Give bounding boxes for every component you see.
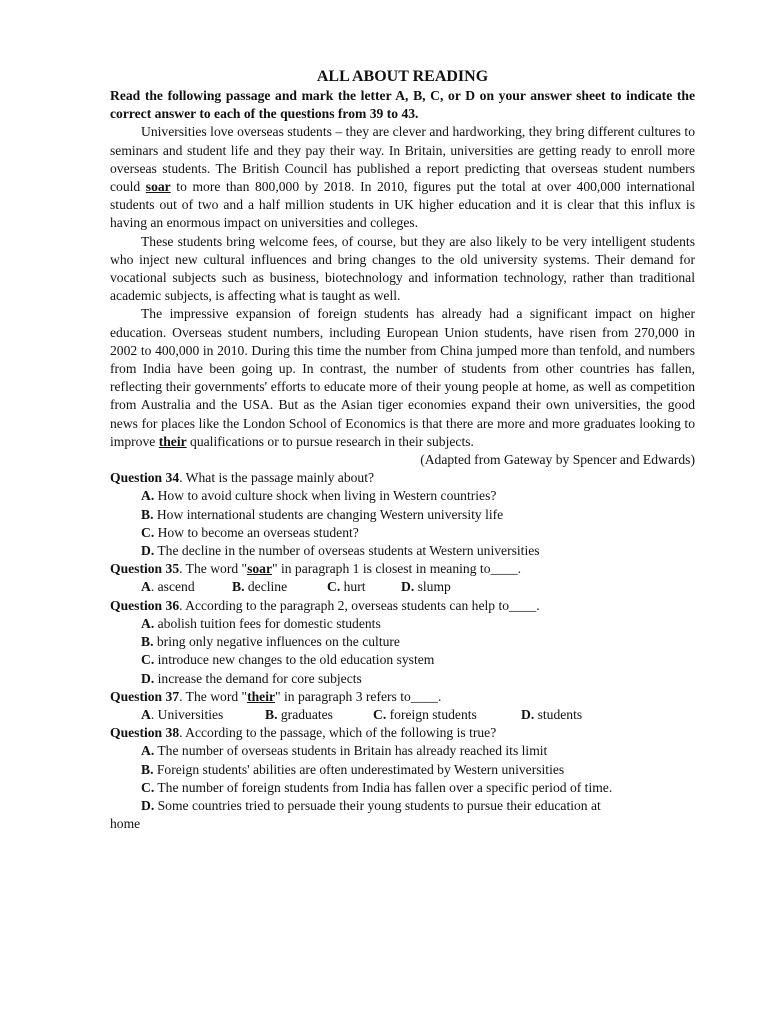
question-37-text-b: " in paragraph 3 refers to____.: [275, 688, 442, 704]
question-37-options: [141, 706, 695, 724]
option-letter: C.: [327, 579, 341, 595]
highlighted-word-soar: soar: [145, 179, 171, 195]
question-38-option-b[interactable]: [141, 761, 695, 779]
option-letter: A: [141, 579, 151, 595]
option-text: decline: [244, 579, 288, 595]
option-letter: A.: [141, 743, 155, 759]
passage-paragraph-1: [110, 123, 695, 232]
question-37-option-b[interactable]: [265, 706, 373, 724]
question-34-option-b[interactable]: [141, 506, 695, 524]
question-36-option-a[interactable]: [141, 615, 695, 633]
option-text: foreign students: [386, 706, 477, 722]
question-35-option-d[interactable]: [401, 578, 451, 596]
question-35-option-c[interactable]: [327, 578, 401, 596]
option-letter: B.: [141, 506, 154, 522]
option-letter: B.: [265, 706, 278, 722]
passage-paragraph-3: [110, 305, 695, 451]
question-36-text: . According to the paragraph 2, overseas students can help to____.: [179, 597, 540, 613]
option-text: graduates: [277, 706, 333, 722]
question-37-option-a[interactable]: [141, 706, 265, 724]
option-text: abolish tuition fees for domestic students: [154, 615, 381, 631]
question-38-text: . According to the passage, which of the following is true?: [179, 725, 497, 741]
question-36: [110, 597, 695, 615]
question-38: [110, 724, 695, 742]
page-title: ALL ABOUT READING: [316, 68, 489, 85]
question-34: [110, 469, 695, 487]
option-letter: A: [141, 706, 151, 722]
question-34-option-c[interactable]: [141, 524, 695, 542]
option-text: The decline in the number of overseas students at Western universities: [154, 543, 540, 559]
option-text: . ascend: [150, 579, 195, 595]
highlighted-word-their: their: [158, 433, 187, 449]
paragraph-1-text-a: Universities love overseas students – they are clever and hardworking, they bring different cultures to seminars and student life and they pay their way. In Britain, universities are getting ready to enroll more overseas students. The British Council has published a report predicting that overseas student numbers could: [110, 124, 695, 195]
paragraph-3-text-a: The impressive expansion of foreign students has already had a significant impact on higher education. Overseas student numbers, including European Union students, have risen from 270,000 in 2002 to 400,000 in 2010. During this time the number from China jumped more than tenfold, and numbers from India have been going up. In contrast, the number of students from other countries has fallen, reflecting their governments' efforts to educate more of their young people at home, as well as competition from Australia and the USA. But as the Asian tiger economies expand their own universities, the good news for places like the London School of Economics is that there are more and more graduates looking to improve: [110, 306, 695, 449]
option-letter: B.: [141, 634, 154, 650]
question-38-label: Question 38: [110, 725, 180, 741]
option-text: . Universities: [150, 706, 224, 722]
option-text: How international students are changing Western university life: [153, 506, 504, 522]
option-letter: C.: [373, 706, 387, 722]
option-text: hurt: [340, 579, 366, 595]
paragraph-3-text-b: qualifications or to pursue research in their subjects.: [186, 433, 474, 449]
document-content: [110, 67, 695, 833]
option-text: slump: [414, 579, 451, 595]
option-text: Foreign students' abilities are often underestimated by Western universities: [153, 761, 565, 777]
question-35-option-b[interactable]: [232, 578, 327, 596]
question-37-option-c[interactable]: [373, 706, 521, 724]
passage-paragraph-2: These students bring welcome fees, of course, but they are also likely to be very intelligent students who inject new cultural influences and bring changes to the old university systems. Their demand for vocational subjects such as business, biotechnology and information technology, rather than traditional academic subjects, is affecting what is taught as well.: [110, 233, 695, 304]
source-citation: (Adapted from Gateway by Spencer and Edwards): [420, 452, 695, 468]
question-36-option-b[interactable]: [141, 633, 695, 651]
question-37-label: Question 37: [110, 688, 180, 704]
option-text: The number of overseas students in Britain has already reached its limit: [154, 743, 548, 759]
option-letter: D.: [521, 706, 535, 722]
option-letter: D.: [401, 579, 415, 595]
option-letter: A.: [141, 615, 155, 631]
question-37-option-d[interactable]: [521, 706, 582, 724]
option-text: introduce new changes to the old education system: [154, 652, 435, 668]
option-text: increase the demand for core subjects: [154, 670, 362, 686]
option-text: Some countries tried to persuade their young students to pursue their education at: [154, 797, 601, 813]
question-35: [110, 560, 695, 578]
paragraph-1-text-b: to more than 800,000 by 2018. In 2010, figures put the total at over 400,000 international students out of two and a half million students in UK higher education and it is clear that this influx is having an enormous impact on universities and colleges.: [110, 179, 695, 231]
question-35-option-a[interactable]: [141, 578, 232, 596]
option-letter: B.: [141, 761, 154, 777]
question-35-options: [141, 578, 695, 596]
question-34-text: . What is the passage mainly about?: [179, 470, 375, 486]
question-34-label: Question 34: [110, 470, 180, 486]
option-letter: C.: [141, 524, 155, 540]
question-36-option-d[interactable]: [141, 670, 695, 688]
question-38-option-c[interactable]: [141, 779, 695, 797]
question-37-text-a: . The word ": [179, 688, 248, 704]
option-letter: B.: [232, 579, 245, 595]
question-34-option-a[interactable]: [141, 487, 695, 505]
option-text: students: [534, 706, 583, 722]
question-36-label: Question 36: [110, 597, 180, 613]
instructions: Read the following passage and mark the letter A, B, C, or D on your answer sheet to indicate the correct answer to each of the questions from 39 to 43.: [110, 88, 695, 122]
option-text: How to avoid culture shock when living in Western countries?: [154, 488, 497, 504]
question-37-key-word: their: [247, 688, 276, 704]
option-letter: C.: [141, 779, 155, 795]
question-35-label: Question 35: [110, 561, 180, 577]
question-38-option-a[interactable]: [141, 742, 695, 760]
question-37: [110, 688, 695, 706]
option-letter: C.: [141, 652, 155, 668]
option-text: The number of foreign students from India has fallen over a specific period of time.: [154, 779, 613, 795]
question-34-option-d[interactable]: [141, 542, 695, 560]
question-38-option-d-continuation: home: [110, 816, 141, 832]
option-text: How to become an overseas student?: [154, 524, 359, 540]
option-letter: A.: [141, 488, 155, 504]
option-text: bring only negative influences on the culture: [153, 634, 400, 650]
question-35-text-b: " in paragraph 1 is closest in meaning to____.: [272, 561, 522, 577]
option-letter: D.: [141, 670, 155, 686]
question-36-option-c[interactable]: [141, 651, 695, 669]
option-letter: D.: [141, 543, 155, 559]
question-35-text-a: . The word ": [179, 561, 248, 577]
option-letter: D.: [141, 797, 155, 813]
question-38-option-d[interactable]: [141, 797, 695, 815]
question-35-key-word: soar: [247, 561, 273, 577]
